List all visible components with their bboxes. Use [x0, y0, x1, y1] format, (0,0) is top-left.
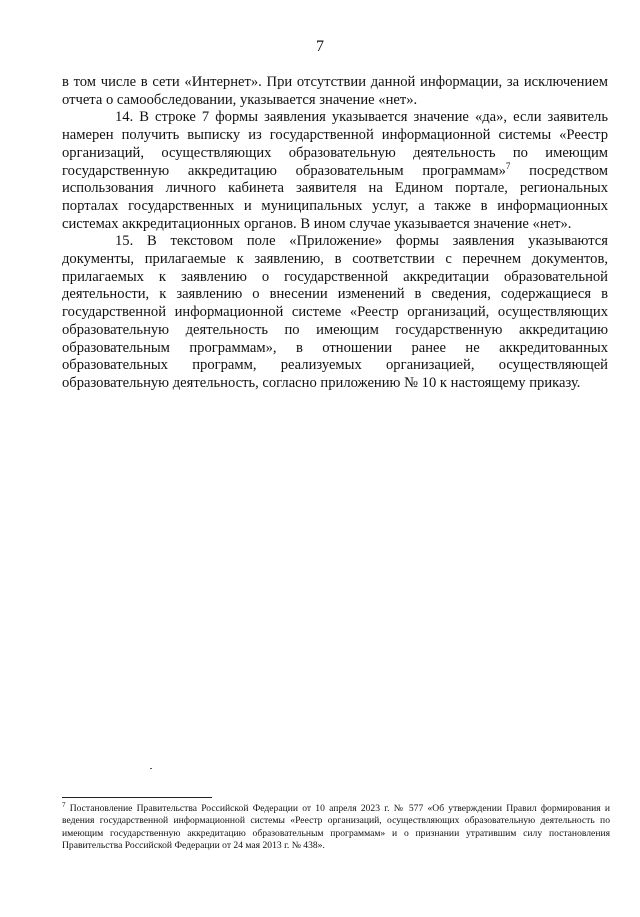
paragraph-14: [62, 109, 608, 233]
body-text: [62, 74, 608, 393]
footnote-reference[interactable]: 7: [505, 160, 511, 171]
footnote-marker: 7: [62, 801, 66, 809]
footnote-separator: [62, 797, 212, 798]
paragraph-continuation: в том числе в сети «Интернет». При отсутствии данной информации, за исключением отчета о самообследовании, указывается значение «нет».: [62, 74, 608, 108]
footnote-text: Постановление Правительства Российской Федерации от 10 апреля 2023 г. № 577 «Об утверждении Правил формирования и ведения государственной информационной системы «Реестр организаций, осуществляющих образовательную деятельность по имеющим государственную аккредитацию образовательным программам» и о признании утратившим силу постановления Правительства Российской Федерации от 24 мая 2013 г. № 438».: [62, 803, 610, 852]
scan-speck: [150, 768, 152, 769]
page-number: 7: [316, 38, 324, 55]
paragraph-14-text-before: 14. В строке 7 формы заявления указывается значение «да», если заявитель намерен получить выписку из государственной информационной системы «Реестр организаций, осуществляющих образовательную деятельность по имеющим государственную аккредитацию образовательным программам»: [62, 109, 608, 179]
footnote: [62, 803, 610, 853]
paragraph-14-text-after: посредством использования личного кабинета заявителя на Едином портале, региональных порталах государственных и муниципальных услуг, а также в информационных системах аккредитационных органов. В ином случае указывается значение «нет».: [62, 162, 608, 232]
paragraph-15: 15. В текстовом поле «Приложение» формы заявления указываются документы, прилагаемые к заявлению, в соответствии с перечнем документов, прилагаемых к заявлению о государственной аккредитации образовательной деятельности, к заявлению о внесении изменений в сведения, содержащиеся в государственной информационной системе «Реестр организаций, осуществляющих образовательную деятельность по имеющим государственную аккредитацию образовательным программам», в отношении ранее не аккредитованных образовательных программ, реализуемых организацией, осуществляющей образовательную деятельность, согласно приложению № 10 к настоящему приказу.: [62, 233, 608, 391]
